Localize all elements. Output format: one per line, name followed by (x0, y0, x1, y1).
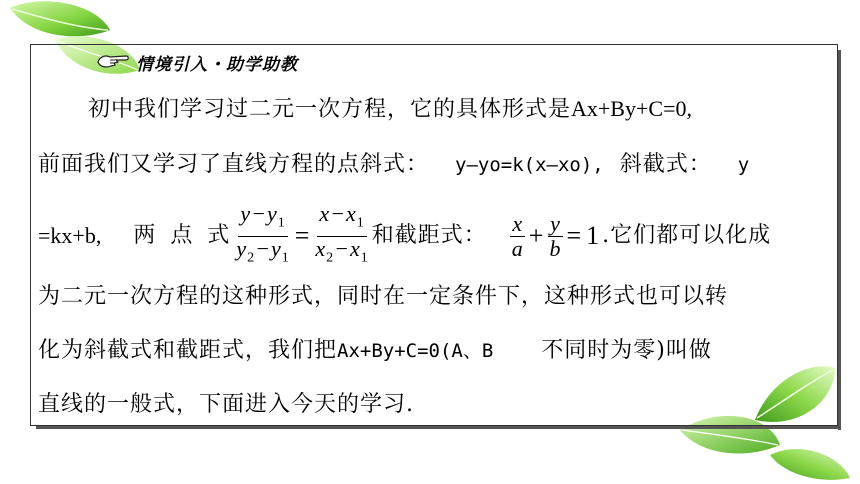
paragraph-line-6: 直线的一般式，下面进入今天的学习. (38, 392, 414, 417)
paragraph-line-1 (88, 94, 692, 125)
two-point-label: 两 点 式 (133, 223, 234, 248)
intercept-label: 和截距式： (371, 223, 487, 248)
line1-equation: Ax+By+C=0, (571, 96, 692, 121)
slope-intercept-form: =kx+b, (38, 223, 102, 248)
frame-shadow-bottom (36, 426, 841, 429)
section-heading (96, 48, 298, 76)
line2-slope-intercept-label: 斜截式： (619, 152, 712, 177)
frame-shadow-right (838, 50, 841, 430)
paragraph-line-2 (38, 150, 749, 180)
paragraph-line-4: 为二元一次方程的这种形式，同时在一定条件下，这种形式也可以转 (38, 284, 729, 309)
intercept-formula: $\frac{x}{a}$ + $\frac{y}{b}$ = 1 (511, 210, 601, 261)
heading-title: 情境引入・助学助教 (136, 54, 298, 75)
line1-text: 初中我们学习过二元一次方程，它的具体形式是 (88, 97, 572, 122)
two-point-lhs-fraction: $\frac{y-y_1}{y_2-y_1}$ (236, 201, 290, 265)
line2-text: 前面我们又学习了直线方程的点斜式： (38, 152, 430, 177)
line2-y: y (737, 154, 750, 176)
two-point-formula: $\frac{y-y_1}{y_2-y_1}$ = $\frac{x-x_1}{x_2-x_1}$ (233, 202, 371, 270)
general-form: Ax+By+C=0(A、B (337, 340, 494, 362)
paragraph-line-5: 化为斜截式和截距式，我们把Ax+By+C=0(A、B 不同时为零)叫做 (38, 338, 712, 363)
paragraph-line-3 (38, 201, 772, 265)
two-point-rhs-fraction: $\frac{x-x_1}{x_2-x_1}$ (315, 201, 369, 265)
point-slope-form: y—yo=k(x—xo), (455, 154, 604, 176)
pointing-hand-icon (96, 50, 130, 74)
line3-tail: .它们都可以化成 (602, 223, 772, 248)
